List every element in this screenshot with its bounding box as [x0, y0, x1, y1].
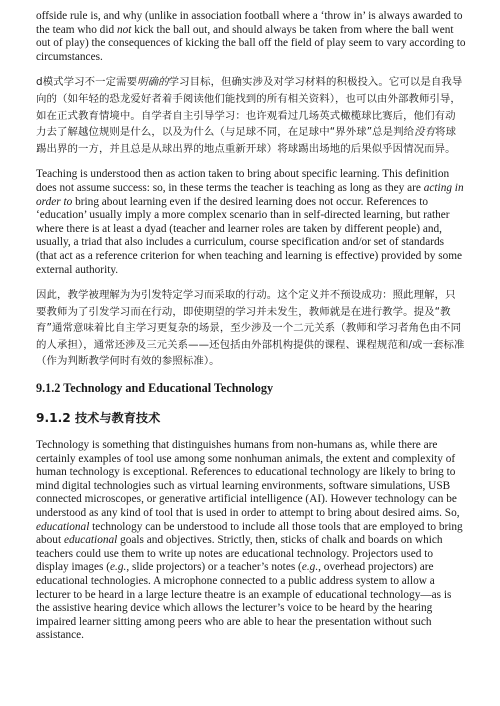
text-run: kick the ball out, and should always be taken from where the ball went out of play) the consequences of kicking the ball off the field of play seem to vary according to circumstances.	[36, 23, 466, 63]
paragraph-en-offside	[36, 10, 466, 64]
text-run: 将球踢出界的一方，并且总是从球出界的地点重新开球）将球踢出场地的后果似乎因情况而异。	[36, 126, 457, 155]
paragraph-en-technology	[36, 439, 466, 643]
text-run: technology can be understood to include all those tools that are employed to bring about	[36, 520, 463, 547]
text-run: offside rule is, and why (unlike in association football where a ‘throw in’ is always awarded to the team who did	[36, 10, 463, 36]
text-run: Teaching is understood then as action taken to bring about specific learning. This definition does not assume success: so, in these terms the teacher is teaching as long as they are	[36, 168, 450, 194]
text-run: Technology is something that distinguishes humans from non-humans as, while there are certainly examples of tool use among some nonhuman animals, the extent and complexity of human technology is exceptional. References to educational technology are likely to bring to mind digital technologies such as virtual learning environments, software simulations, USB connected microscopes, or generative artificial intelligence (AI). However technology can be understood as any kind of tool that is used in order to attempt to bring about desired aims. So,	[36, 439, 460, 520]
text-run: goals and objectives. Strictly, then, sticks of chalk and boards on which teachers could use them to write up notes are educational technology. Projectors used to display images (	[36, 534, 443, 574]
paragraph-en-teaching	[36, 168, 466, 277]
emphasis-text: 明确的	[137, 76, 169, 89]
text-run: d模式学习不一定需要	[36, 76, 138, 89]
text-run: , overhead projectors) are educational technologies. A microphone connected to a public address system to allow a lecturer to be heard in a large lecture theatre is an example of educational technology—as is the assistive hearing device which allows the lecturer’s voice to be heard by the hearing impaired learner sitting among peers who are able to hear the presentation without such assistance.	[36, 561, 452, 642]
section-heading-en: 9.1.2 Technology and Educational Technology	[36, 381, 274, 396]
emphasis-text: 没有	[414, 126, 436, 139]
emphasis-text: educational	[36, 520, 90, 533]
emphasis-text: e.g.	[110, 561, 127, 574]
paragraph-zh-offside	[36, 74, 466, 157]
text-run: 学习目标，但确实涉及对学习材料的积极投入。它可以是自我导向的（如年轻的恐龙爱好者着手阅读他们能找到的所有相关资料），也可以由外部教师引导，如在正式教育情境中。自学者自主引导学习：也许观看过几场英式橄榄球比赛后，他们有动力去了解越位规则是什么，以及为什么（与足球不同，在足球中“界外球”总是判给	[36, 76, 463, 139]
emphasis-text: not	[116, 23, 132, 36]
paragraph-zh-teaching: 因此，教学被理解为为引发特定学习而采取的行动。这个定义并不预设成功：照此理解，只要教师为了引发学习而在行动，即使期望的学习并未发生，教师就是在进行教学。提及“教育”通常意味着比自主学习更复杂的场景，至少涉及一个二元关系（教师和学习者角色由不同的人承担），通常还涉及三元关系——还包括由外部机构提供的课程、课程规范和/或一套标准（作为判断教学何时有效的参照标准）。	[36, 289, 465, 368]
text-run: bring about learning even if the desired learning does not occur. References to ‘education’ usually imply a more complex scenario than in self-directed learning, but rather where there is at least a dyad (teacher and learner roles are taken by different people) and, usually, a triad that also includes a curriculum, course specification and/or set of standards (that act as a reference criterion for when teaching and learning is effective) provided by some external authority.	[36, 195, 463, 276]
text-run: , slide projectors) or a teacher’s notes (	[126, 561, 302, 574]
emphasis-text: e.g.	[301, 561, 319, 574]
section-heading-zh: 9.1.2 技术与教育技术	[36, 411, 161, 426]
emphasis-text: acting in order to	[36, 181, 464, 208]
emphasis-text: educational	[63, 534, 118, 547]
